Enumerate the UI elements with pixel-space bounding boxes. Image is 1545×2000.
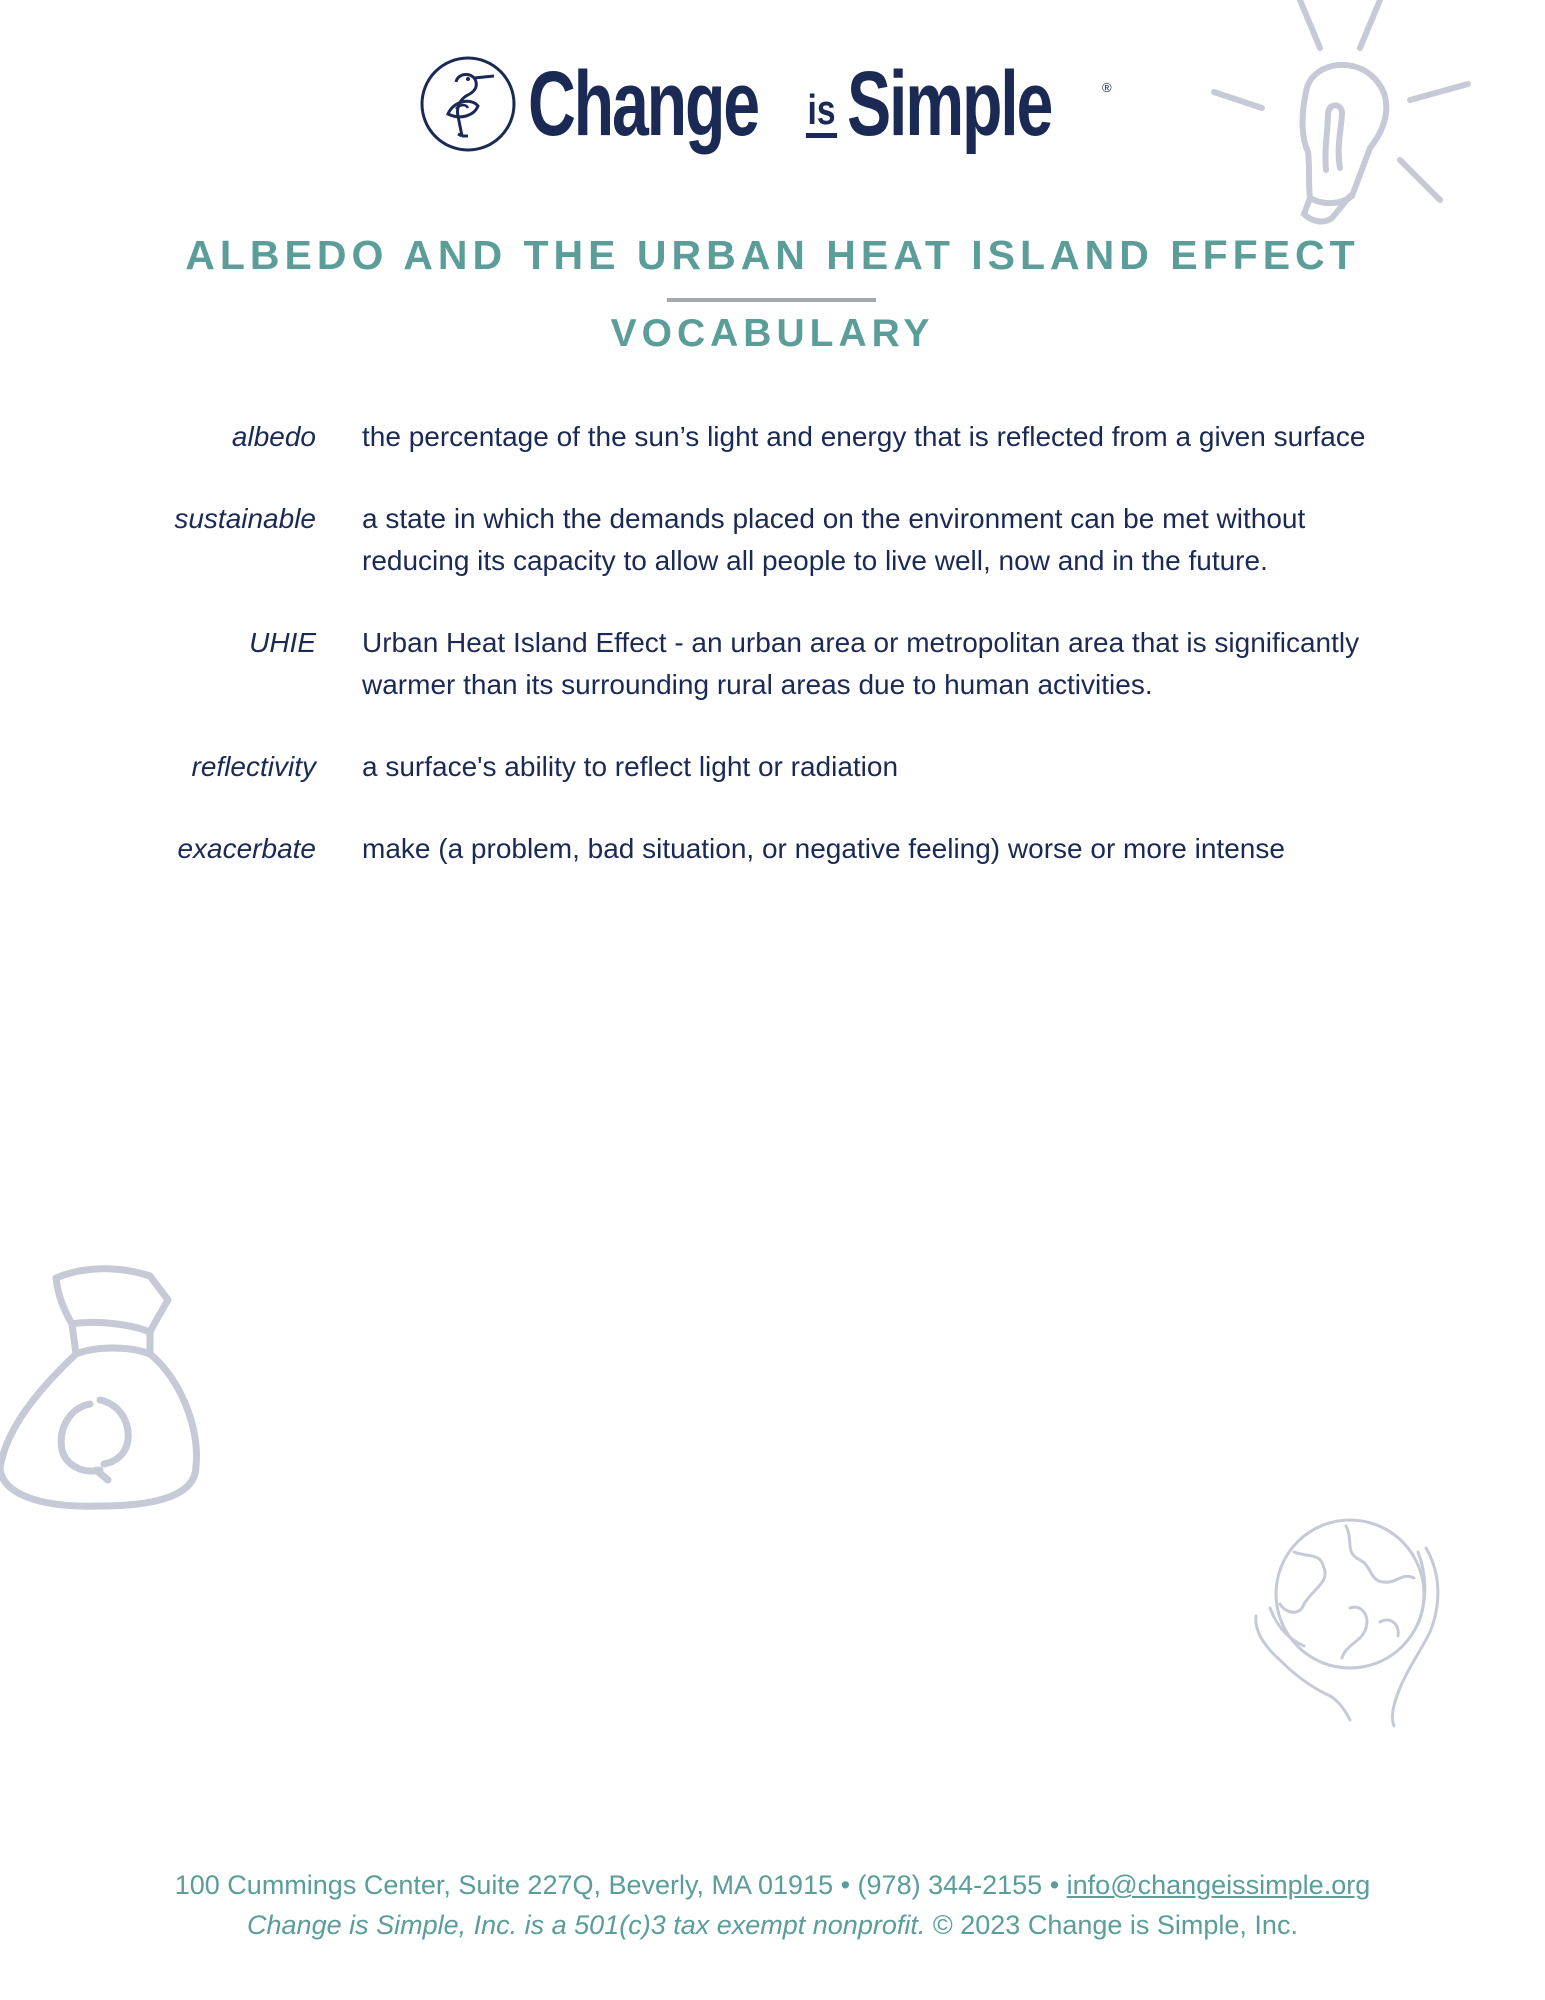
footer-copyright: © 2023 Change is Simple, Inc. — [925, 1910, 1298, 1940]
footer-email-link[interactable]: info@changeissimple.org — [1066, 1870, 1371, 1900]
registered-mark: ® — [1102, 80, 1112, 95]
vocabulary-term: sustainable — [174, 503, 316, 534]
footer-nonprofit-note: Change is Simple, Inc. is a 501(c)3 tax exempt nonprofit. — [247, 1910, 926, 1940]
organization-logo — [418, 48, 1112, 160]
logo-word-change: Change — [528, 53, 758, 155]
footer-address: 100 Cummings Center, Suite 227Q, Beverly, MA 01915 • (978) 344-2155 • — [174, 1870, 1067, 1900]
bird-logo-icon — [418, 54, 518, 154]
vocabulary-entry — [0, 416, 1545, 458]
logo-wordmark — [528, 53, 1112, 155]
globe-in-hands-icon — [1250, 1512, 1450, 1732]
footer-legal-line — [0, 1910, 1545, 1941]
vocabulary-definition: a state in which the demands placed on the environment can be met without reducing its capacity to allow all people to live well, now and in the future. — [362, 503, 1306, 576]
vocabulary-term: reflectivity — [191, 751, 316, 782]
logo-word-simple: Simple — [847, 53, 1052, 155]
vocabulary-term: UHIE — [249, 627, 316, 658]
vocabulary-definition: a surface's ability to reflect light or radiation — [362, 751, 899, 782]
section-subtitle: VOCABULARY — [610, 312, 935, 355]
title-divider — [667, 298, 876, 302]
vocabulary-list — [0, 416, 1545, 910]
vocabulary-entry — [0, 622, 1545, 706]
vocabulary-definition: Urban Heat Island Effect - an urban area or metropolitan area that is significantly warmer than its surrounding rural areas due to human activities. — [362, 627, 1360, 700]
vocabulary-entry — [0, 498, 1545, 582]
money-bag-icon — [0, 1258, 210, 1538]
light-bulb-icon — [1200, 0, 1500, 240]
vocabulary-entry — [0, 746, 1545, 788]
footer-contact-line — [0, 1870, 1545, 1901]
logo-word-is: is — [806, 89, 837, 138]
vocabulary-definition: make (a problem, bad situation, or negative feeling) worse or more intense — [362, 833, 1285, 864]
vocabulary-term: albedo — [231, 421, 316, 452]
document-title: ALBEDO AND THE URBAN HEAT ISLAND EFFECT — [185, 232, 1360, 278]
vocabulary-definition: the percentage of the sun’s light and energy that is reflected from a given surface — [362, 421, 1366, 452]
vocabulary-term: exacerbate — [177, 833, 316, 864]
vocabulary-entry — [0, 828, 1545, 870]
